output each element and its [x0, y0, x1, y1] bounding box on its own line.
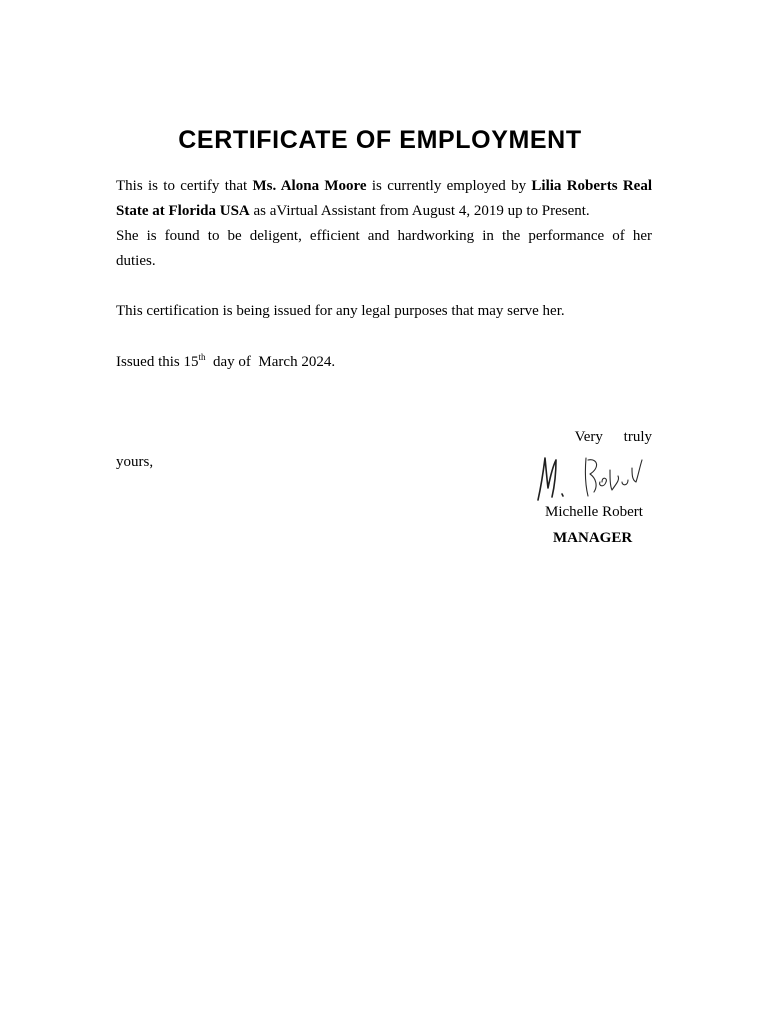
intro-paragraph: [116, 174, 652, 274]
signer-title: MANAGER: [553, 530, 633, 546]
intro-middle: is currently employed by: [366, 178, 532, 194]
signer-name: Michelle Robert: [545, 504, 643, 520]
performance-line-2: duties.: [116, 253, 156, 269]
purpose-paragraph: This certification is being issued for any legal purposes that may serve her.: [116, 303, 565, 319]
performance-line-1: She is found to be deligent, efficient and hardworking in the performance of her: [116, 228, 652, 244]
company-name-line-1: Lilia Roberts Real: [531, 178, 653, 194]
issued-paragraph: [116, 350, 652, 375]
intro-line-1: [116, 174, 652, 199]
issued-prefix: Issued this 15: [116, 354, 199, 370]
closing-line-2: yours,: [116, 454, 154, 470]
page-title: CERTIFICATE OF EMPLOYMENT: [178, 126, 582, 154]
intro-prefix: This is to certify that: [116, 178, 253, 194]
issued-ordinal: th: [198, 352, 206, 362]
issued-suffix: day of March 2024.: [205, 354, 336, 370]
intro-line-2: [116, 199, 652, 224]
intro-suffix: as aVirtual Assistant from August 4, 2019 up to Present.: [249, 203, 590, 219]
employee-name: Ms. Alona Moore: [252, 178, 367, 194]
closing-line-1: Very truly: [574, 429, 652, 445]
company-name-line-2: State at Florida USA: [116, 203, 250, 219]
